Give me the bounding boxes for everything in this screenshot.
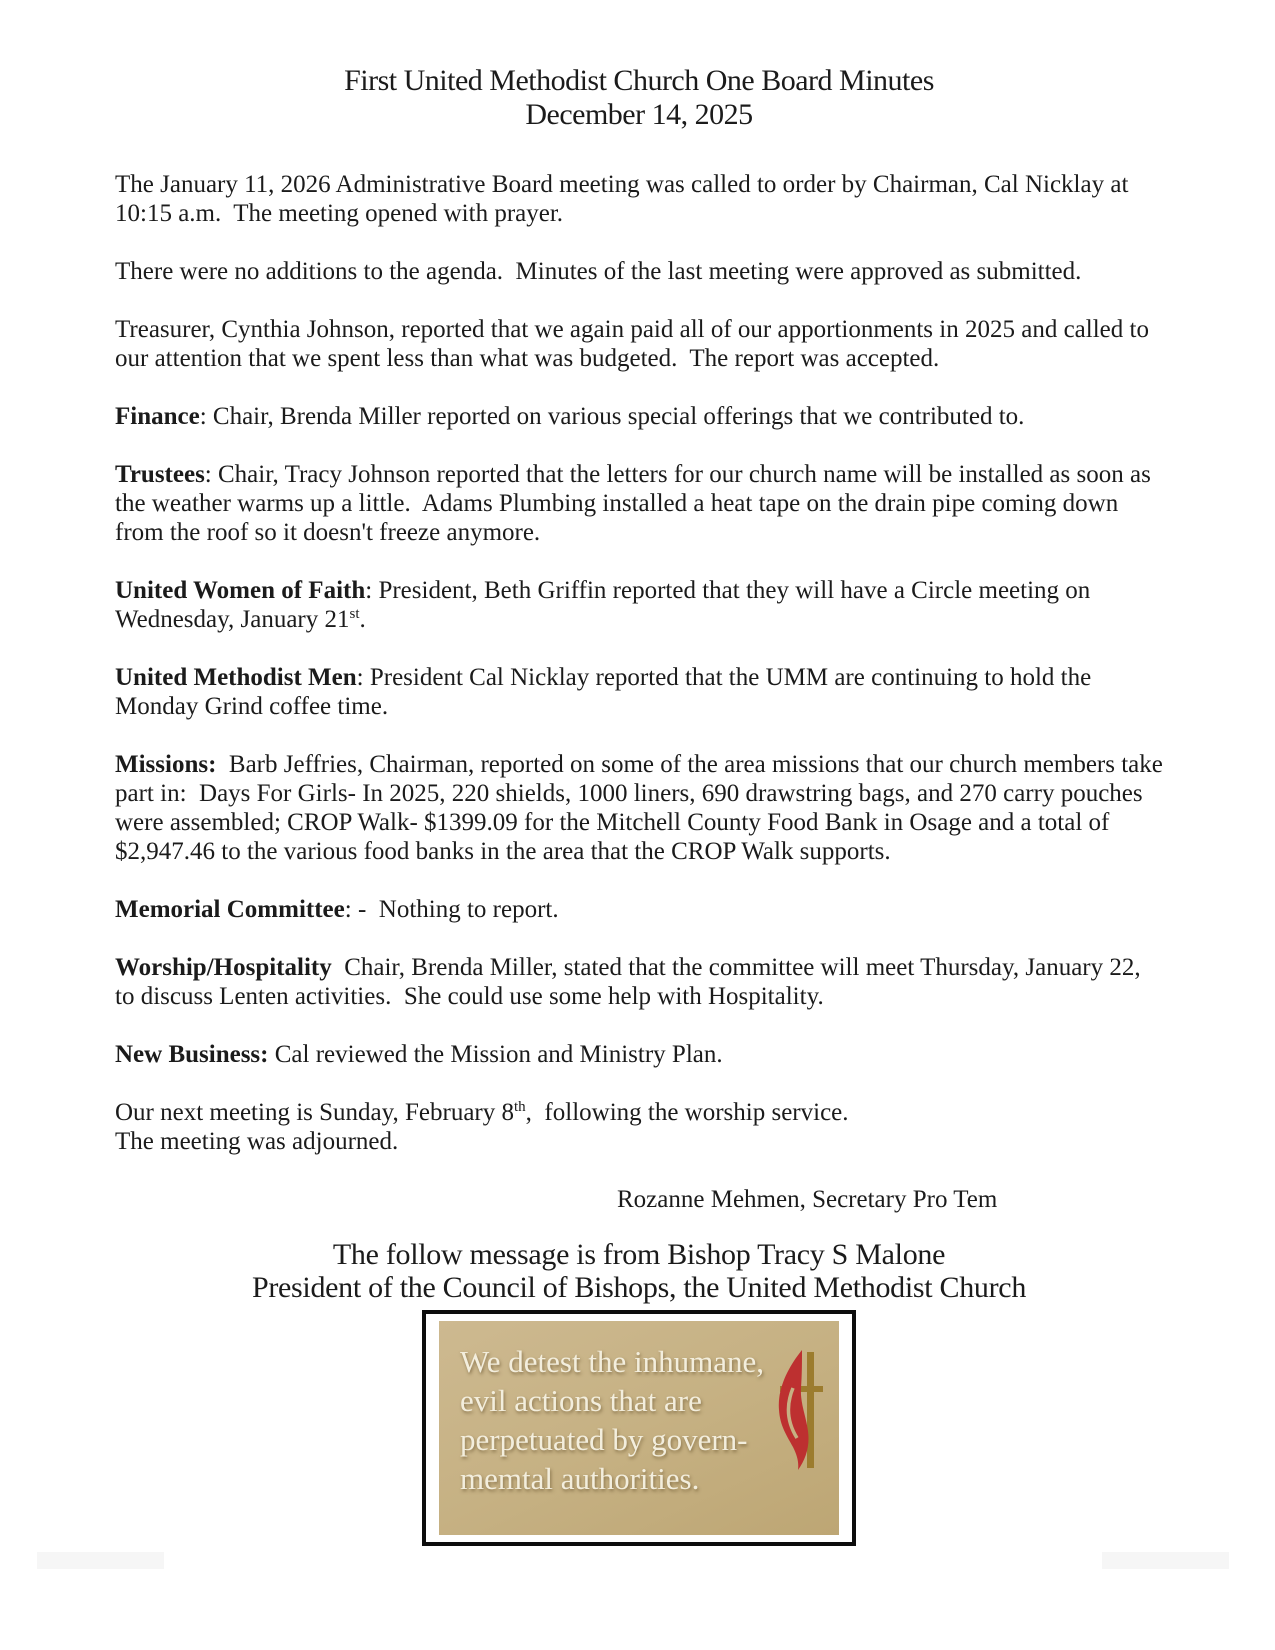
bishop-heading-line: The follow message is from Bishop Tracy S Malone bbox=[332, 1238, 946, 1271]
paragraph-text: : President Cal Nicklay reported that the UMM are continuing to hold the Monday Grind coffee time. bbox=[115, 664, 1098, 720]
paragraph-finance bbox=[115, 402, 1163, 431]
paragraph-text: Treasurer, Cynthia Johnson, reported that we again paid all of our apportionments in 2025 and called to our attention that we spent less than what was budgeted. The report was accepted. bbox=[115, 316, 1156, 372]
paragraph-agenda bbox=[115, 257, 1163, 286]
paragraph-text: : - Nothing to report. bbox=[344, 896, 559, 923]
paragraph-next-meeting bbox=[115, 1098, 1163, 1156]
quote-line: We detest the inhumane, bbox=[460, 1344, 764, 1379]
paragraph-new-business bbox=[115, 1040, 1163, 1069]
paragraph-missions bbox=[115, 750, 1170, 866]
paragraph-text: , following the worship service. bbox=[525, 1099, 849, 1126]
minutes-content bbox=[115, 64, 1170, 1546]
paragraph-treasurer bbox=[115, 315, 1163, 373]
quote-line: perpetuated by govern- bbox=[460, 1422, 748, 1457]
bishop-message-heading bbox=[115, 1238, 1163, 1304]
paragraph-text: . bbox=[359, 606, 366, 633]
paragraph-text: The meeting was adjourned. bbox=[115, 1128, 399, 1155]
date-line: December 14, 2025 bbox=[525, 98, 753, 131]
title-line: First United Methodist Church One Board Minutes bbox=[344, 64, 934, 97]
paragraph-text: : Chair, Tracy Johnson reported that the letters for our church name will be installed as soon as the weather warms up a little. Adams Plumbing installed a heat tape on the drain pipe coming down from the roof so it doesn't freeze anymore. bbox=[115, 461, 1158, 546]
section-label: New Business: bbox=[115, 1041, 269, 1068]
section-label: Worship/Hospitality bbox=[115, 954, 332, 981]
paragraph-text: The January 11, 2026 Administrative Board meeting was called to order by Chairman, Cal Nicklay at 10:15 a.m. The meeting opened with prayer. bbox=[115, 171, 1135, 227]
umc-cross-and-flame-icon bbox=[773, 1348, 829, 1474]
paragraph-united-women-of-faith bbox=[115, 576, 1163, 634]
quote-line: evil actions that are bbox=[460, 1383, 702, 1418]
section-label: Memorial Committee bbox=[115, 896, 345, 923]
section-label: United Women of Faith bbox=[115, 577, 366, 604]
section-label: Trustees bbox=[115, 461, 205, 488]
paragraph-text: There were no additions to the agenda. Minutes of the last meeting were approved as submitted. bbox=[115, 258, 1082, 285]
quote-image-frame bbox=[422, 1310, 856, 1546]
document-title bbox=[115, 64, 1163, 132]
paragraph-text: Our next meeting is Sunday, February 8 bbox=[115, 1099, 514, 1126]
section-label: United Methodist Men bbox=[115, 664, 357, 691]
paragraph-worship-hospitality bbox=[115, 953, 1163, 1011]
section-label: Finance bbox=[115, 403, 200, 430]
paragraph-united-methodist-men bbox=[115, 663, 1163, 721]
paragraph-text: Chair, Brenda Miller, stated that the committee will meet Thursday, January 22, to discuss Lenten activities. She could use some help with Hospitality. bbox=[115, 954, 1147, 1010]
paragraph-opening bbox=[115, 170, 1163, 228]
ordinal-superscript: st bbox=[349, 606, 360, 622]
ordinal-superscript: th bbox=[514, 1099, 526, 1115]
scan-artifact-bar bbox=[1102, 1552, 1229, 1569]
paragraph-text: Cal reviewed the Mission and Ministry Plan. bbox=[268, 1041, 723, 1068]
secretary-signature: Rozanne Mehmen, Secretary Pro Tem bbox=[617, 1186, 998, 1213]
paragraph-text: : President, Beth Griffin reported that they will have a Circle meeting on Wednesday, January 21 bbox=[115, 577, 1097, 633]
paragraph-trustees bbox=[115, 460, 1163, 547]
section-label: Missions: bbox=[115, 751, 217, 778]
scan-artifact-bar bbox=[37, 1552, 164, 1569]
bishop-quote-image bbox=[439, 1321, 839, 1535]
bishop-heading-line: President of the Council of Bishops, the United Methodist Church bbox=[251, 1271, 1027, 1304]
quote-line: memtal authorities. bbox=[460, 1461, 700, 1496]
paragraph-text: Barb Jeffries, Chairman, reported on some of the area missions that our church members take part in: Days For Girls- In 2025, 220 shields, 1000 liners, 690 drawstring bags, and 270 carry pouches were assembled; CROP Walk- $1399.09 for the Mitchell County Food Bank in Osage and a total of $2,947.46 to the various food banks in the area that the CROP Walk supports. bbox=[115, 751, 1170, 865]
quote-text bbox=[460, 1342, 764, 1498]
paragraph-text: : Chair, Brenda Miller reported on various special offerings that we contributed to. bbox=[199, 403, 1025, 430]
paragraph-memorial-committee bbox=[115, 895, 1163, 924]
